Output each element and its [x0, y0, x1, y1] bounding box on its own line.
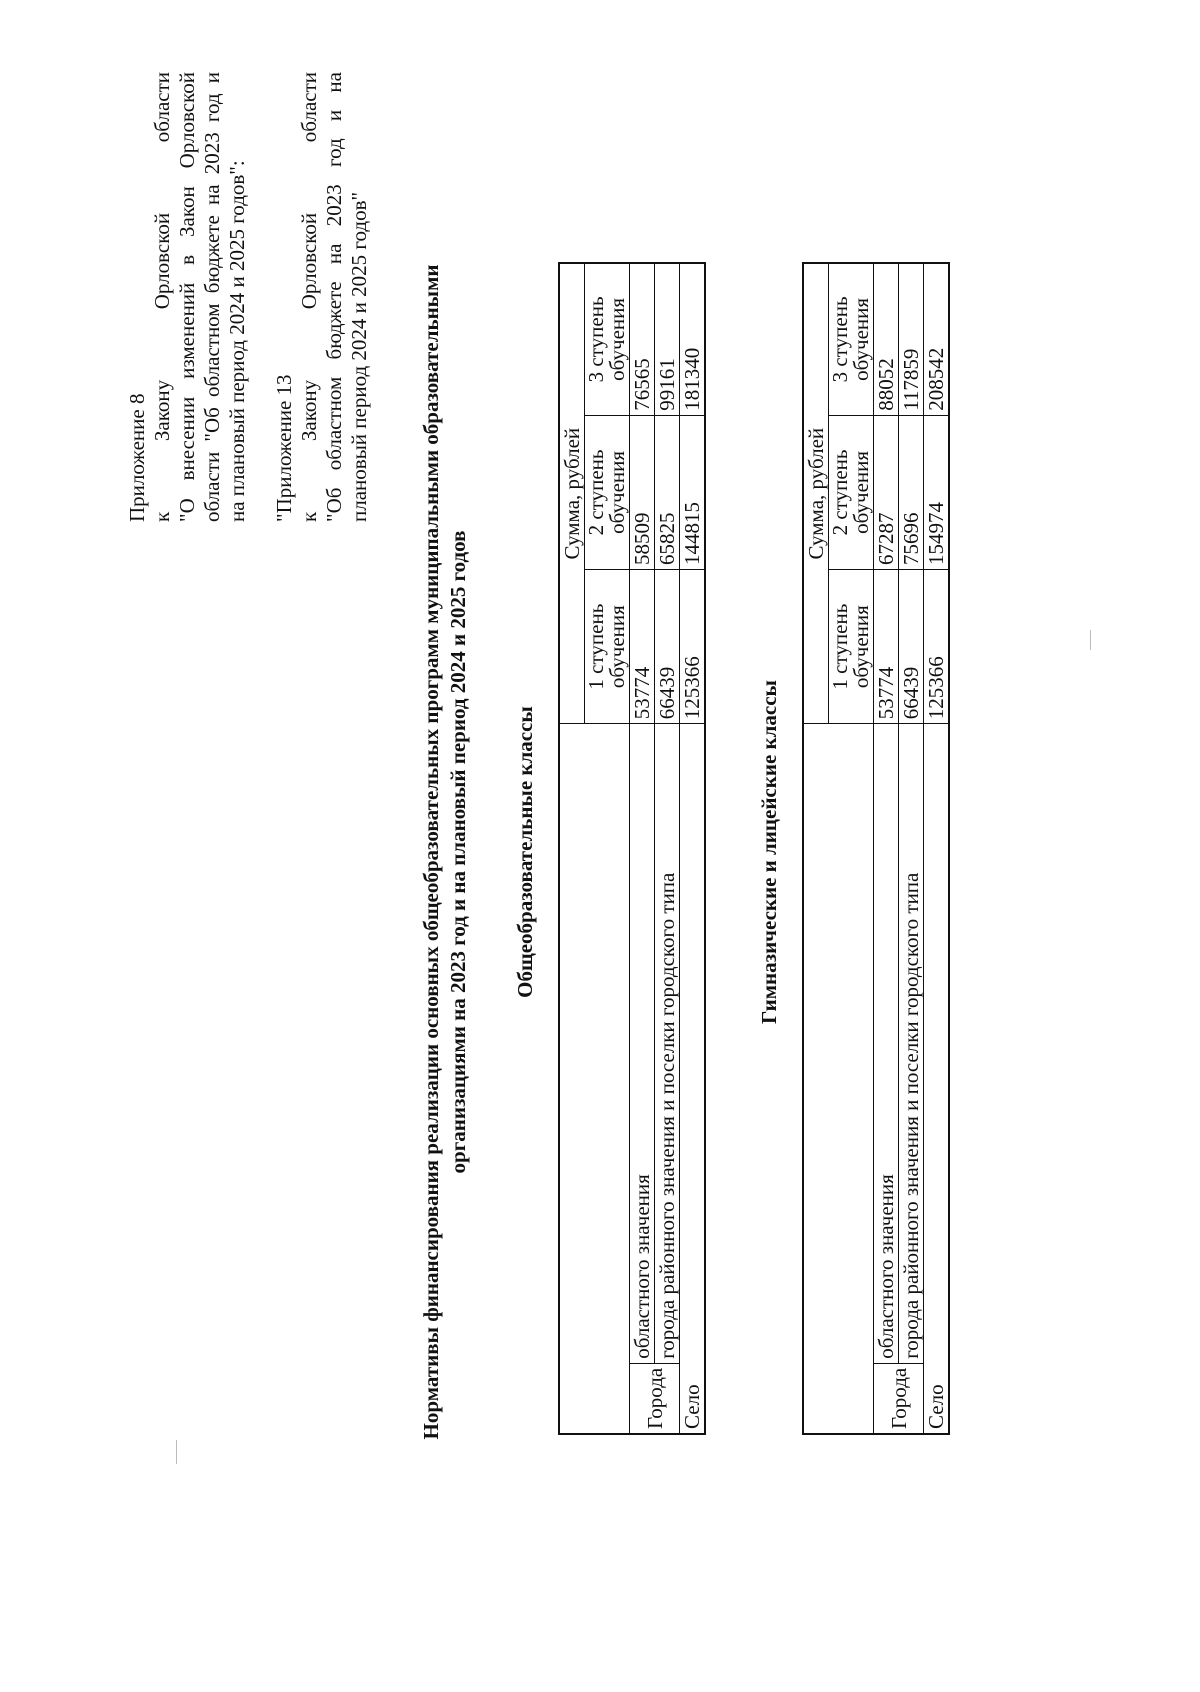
value-cell: 76565	[630, 263, 655, 415]
step-2-header: 2 ступень обучения	[829, 415, 874, 569]
step-3-header: 3 ступень обучения	[829, 263, 874, 415]
document-title	[418, 262, 472, 1442]
city-label: Города	[874, 1363, 924, 1434]
village-label: Село	[924, 724, 950, 1434]
table-header-row	[559, 263, 585, 1434]
appendix-original-law: Закону	[297, 379, 321, 442]
appendix-original-line-4: плановый период 2024 и 2025 годов"	[347, 191, 371, 522]
village-label: Село	[680, 724, 706, 1434]
appendix-line-3: "О внесении изменений в Закон Орловской	[175, 72, 199, 522]
table-row	[655, 263, 680, 1434]
appendix-original-number: "Приложение 13	[272, 374, 296, 522]
table-general-classes	[558, 262, 706, 1435]
step-1-header: 1 ступень обучения	[829, 570, 874, 724]
table-corner-cell	[803, 724, 874, 1434]
table-row	[924, 263, 950, 1434]
appendix-region: Орловской	[150, 212, 174, 310]
table-1-subtitle: Общеобразовательные классы	[513, 706, 537, 998]
row-label: областного значения	[874, 724, 899, 1364]
row-label: областного значения	[630, 724, 655, 1364]
value-cell: 125366	[680, 570, 706, 724]
title-line-1: Нормативы финансирования реализации основных общеобразовательных программ муниципальными образовательными	[419, 264, 443, 1440]
value-cell: 65825	[655, 415, 680, 569]
value-cell: 99161	[655, 263, 680, 415]
appendix-original-region: Орловской	[297, 212, 321, 310]
value-cell: 88052	[874, 263, 899, 415]
value-cell: 117859	[899, 263, 924, 415]
value-cell: 125366	[924, 570, 950, 724]
table-gymnasium-classes	[802, 262, 950, 1435]
value-cell: 181340	[680, 263, 706, 415]
appendix-original-k: к	[297, 511, 321, 522]
appendix-original-law-line	[297, 72, 322, 522]
sum-header: Сумма, рублей	[559, 263, 585, 724]
appendix-number: Приложение 8	[125, 393, 149, 522]
scan-artifact-line	[1090, 630, 1091, 650]
title-line-2: организациями на 2023 год и на плановый период 2024 и 2025 годов	[446, 530, 470, 1174]
value-cell: 53774	[630, 570, 655, 724]
appendix-line-5: на плановый период 2024 и 2025 годов":	[225, 160, 249, 522]
value-cell: 208542	[924, 263, 950, 415]
scan-artifact-line	[176, 1440, 177, 1464]
table-row	[874, 263, 899, 1434]
appendix-k: к	[150, 511, 174, 522]
appendix-law: Закону	[150, 379, 174, 442]
table-row	[899, 263, 924, 1434]
sum-header: Сумма, рублей	[803, 263, 829, 724]
value-cell: 53774	[874, 570, 899, 724]
table-header-row	[803, 263, 829, 1434]
appendix-oblast: области	[150, 72, 174, 143]
value-cell: 75696	[899, 415, 924, 569]
appendix-line-4: области "Об областном бюджете на 2023 год и	[200, 72, 224, 522]
value-cell: 58509	[630, 415, 655, 569]
row-label: города районного значения и поселки городского типа	[899, 724, 924, 1364]
appendix-law-line	[150, 72, 175, 522]
appendix-header-current	[125, 72, 372, 522]
table-2-subtitle: Гимназические и лицейские классы	[757, 680, 781, 1024]
row-label: города районного значения и поселки городского типа	[655, 724, 680, 1364]
city-label: Города	[630, 1363, 680, 1434]
value-cell: 144815	[680, 415, 706, 569]
value-cell: 66439	[655, 570, 680, 724]
table-row	[680, 263, 706, 1434]
step-1-header: 1 ступень обучения	[585, 570, 630, 724]
step-3-header: 3 ступень обучения	[585, 263, 630, 415]
table-row	[630, 263, 655, 1434]
value-cell: 67287	[874, 415, 899, 569]
appendix-original-oblast: области	[297, 72, 321, 143]
step-2-header: 2 ступень обучения	[585, 415, 630, 569]
table-corner-cell	[559, 724, 630, 1434]
value-cell: 154974	[924, 415, 950, 569]
appendix-original-line-3: "Об областном бюджете на 2023 год и на	[322, 72, 346, 522]
value-cell: 66439	[899, 570, 924, 724]
